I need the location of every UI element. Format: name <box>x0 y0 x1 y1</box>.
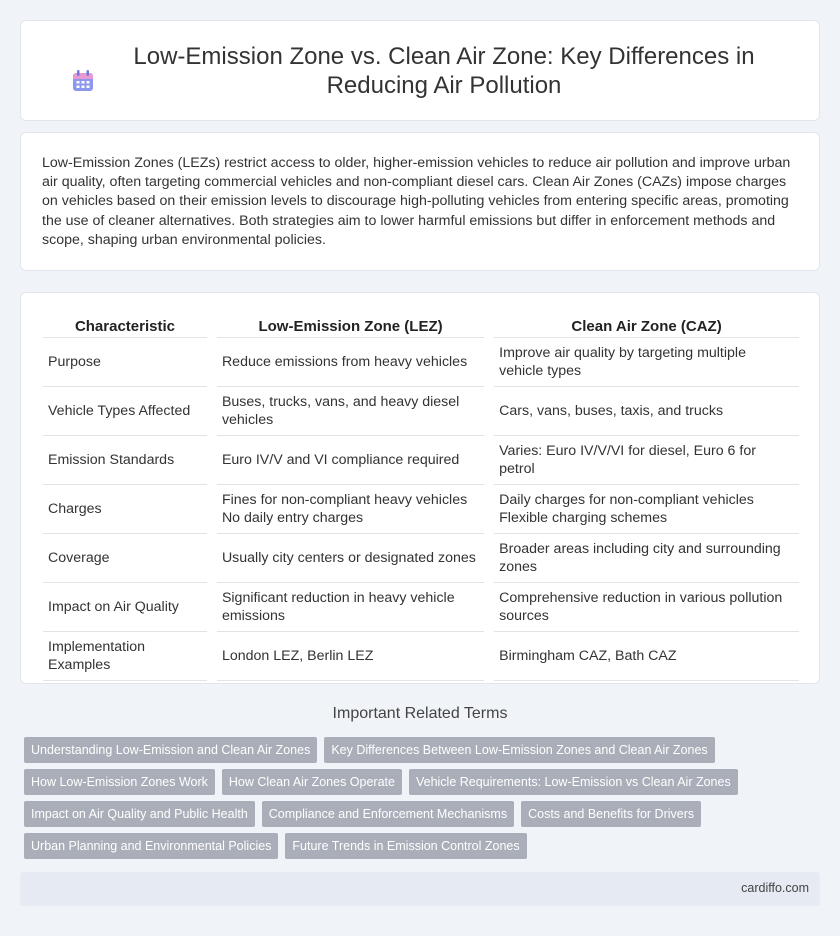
comparison-card <box>20 292 820 684</box>
table-cell: Purpose <box>43 338 207 387</box>
table-cell: Improve air quality by targeting multiple vehicle types <box>494 338 799 387</box>
related-term-tag[interactable]: Vehicle Requirements: Low-Emission vs Clean Air Zones <box>409 769 738 795</box>
related-term-tag[interactable]: Costs and Benefits for Drivers <box>521 801 701 827</box>
footer <box>20 872 820 906</box>
related-terms-title: Important Related Terms <box>332 705 508 722</box>
table-row <box>43 387 799 436</box>
table-header: Clean Air Zone (CAZ) <box>494 315 799 338</box>
page-title: Low-Emission Zone vs. Clean Air Zone: Key Differences in Reducing Air Pollution <box>133 42 755 99</box>
table-cell: Implementation Examples <box>43 632 207 681</box>
table-row <box>43 436 799 485</box>
table-cell: Birmingham CAZ, Bath CAZ <box>494 632 799 681</box>
table-cell: Reduce emissions from heavy vehicles <box>217 338 484 387</box>
title-wrap <box>70 42 770 100</box>
calendar-icon <box>70 68 96 94</box>
table-row <box>43 338 799 387</box>
intro-text: Low-Emission Zones (LEZs) restrict access to older, higher-emission vehicles to reduce air pollution and improve urban air quality, often targeting commercial vehicles and non-compliant diesel cars. Clean Air Zones (CAZs) impose charges on vehicles based on their emission levels to discourage high-polluting vehicles from entering specific areas, promoting the use of cleaner alternatives. Both strategies aim to lower harmful emissions but differ in enforcement methods and scope, shaping urban environmental policies. <box>42 155 791 248</box>
table-cell: Significant reduction in heavy vehicle emissions <box>217 583 484 632</box>
table-row <box>43 632 799 681</box>
table-header: Low-Emission Zone (LEZ) <box>217 315 484 338</box>
table-cell: Broader areas including city and surrounding zones <box>494 534 799 583</box>
related-term-tag[interactable]: Impact on Air Quality and Public Health <box>24 801 255 827</box>
table-header: Characteristic <box>43 315 207 338</box>
footer-brand: cardiffo.com <box>741 881 809 895</box>
table-row <box>43 583 799 632</box>
table-cell: Charges <box>43 485 207 534</box>
related-term-tag[interactable]: How Low-Emission Zones Work <box>24 769 215 795</box>
table-cell: Vehicle Types Affected <box>43 387 207 436</box>
title-card <box>20 20 820 121</box>
table-cell: Usually city centers or designated zones <box>217 534 484 583</box>
table-row <box>43 534 799 583</box>
table-cell: Impact on Air Quality <box>43 583 207 632</box>
related-term-tag[interactable]: Key Differences Between Low-Emission Zones and Clean Air Zones <box>324 737 714 763</box>
table-cell: Daily charges for non-compliant vehicles Flexible charging schemes <box>494 485 799 534</box>
table-cell: Euro IV/V and VI compliance required <box>217 436 484 485</box>
table-cell: Fines for non-compliant heavy vehicles No daily entry charges <box>217 485 484 534</box>
comparison-table <box>43 315 799 681</box>
table-cell: Varies: Euro IV/V/VI for diesel, Euro 6 for petrol <box>494 436 799 485</box>
table-cell: Emission Standards <box>43 436 207 485</box>
table-header-row <box>43 315 799 338</box>
related-term-tag[interactable]: Urban Planning and Environmental Policies <box>24 833 278 859</box>
table-cell: London LEZ, Berlin LEZ <box>217 632 484 681</box>
table-cell: Comprehensive reduction in various pollution sources <box>494 583 799 632</box>
related-term-tag[interactable]: Compliance and Enforcement Mechanisms <box>262 801 514 827</box>
related-term-tag[interactable]: How Clean Air Zones Operate <box>222 769 402 795</box>
table-cell: Coverage <box>43 534 207 583</box>
related-term-tag[interactable]: Understanding Low-Emission and Clean Air Zones <box>24 737 317 763</box>
table-cell: Cars, vans, buses, taxis, and trucks <box>494 387 799 436</box>
table-row <box>43 485 799 534</box>
related-terms-list <box>24 737 814 865</box>
table-cell: Buses, trucks, vans, and heavy diesel vehicles <box>217 387 484 436</box>
related-term-tag[interactable]: Future Trends in Emission Control Zones <box>285 833 526 859</box>
intro-card <box>20 132 820 271</box>
